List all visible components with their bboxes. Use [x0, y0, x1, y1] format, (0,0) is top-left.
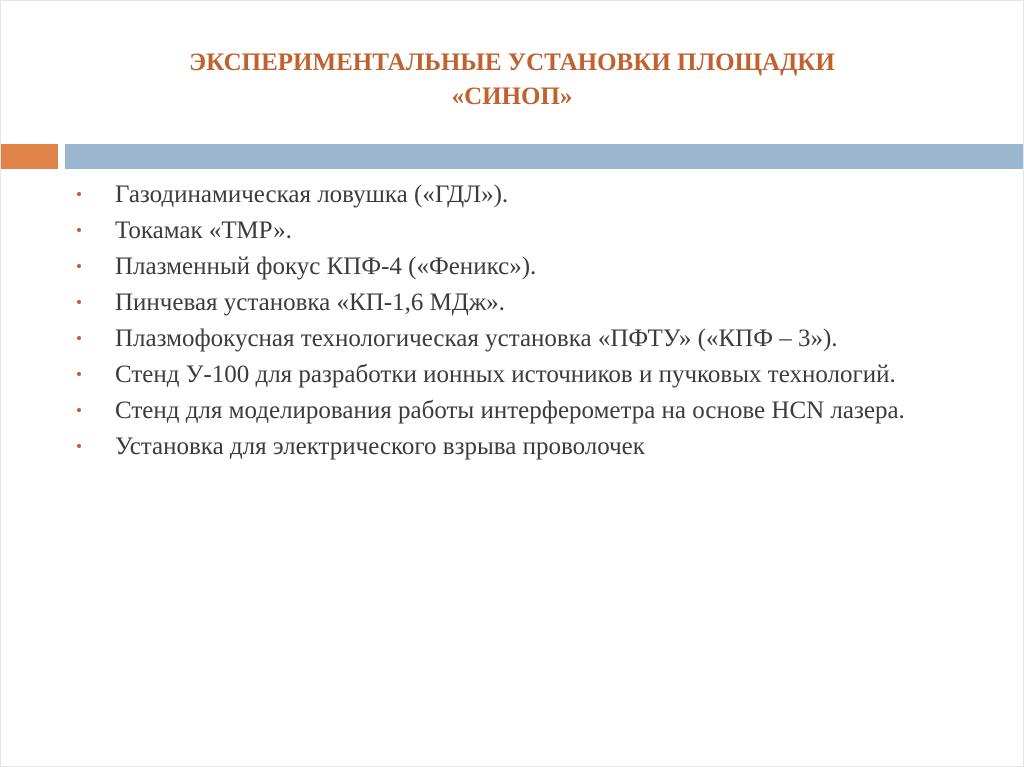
bullet-dot-icon — [77, 444, 81, 448]
bullet-list — [71, 181, 971, 469]
list-item — [71, 397, 971, 425]
accent-bar-blue — [65, 144, 1023, 169]
slide-title-line-1: ЭКСПЕРИМЕНТАЛЬНЫЕ УСТАНОВКИ ПЛОЩАДКИ — [189, 49, 835, 76]
accent-bar-orange — [1, 144, 58, 169]
list-item-text: Плазмофокусная технологическая установка «ПФТУ» («КПФ – 3»). — [115, 325, 838, 352]
bullet-dot-icon — [77, 336, 81, 340]
bullet-dot-icon — [77, 228, 81, 232]
list-item-text: Стенд для моделирования работы интерферометра на основе HCN лазера. — [115, 397, 905, 424]
list-item-text: Плазменный фокус КПФ-4 («Феникс»). — [115, 253, 537, 280]
list-item-text: Газодинамическая ловушка («ГДЛ»). — [115, 181, 509, 208]
slide-title — [1, 46, 1023, 114]
list-item — [71, 181, 971, 209]
bullet-dot-icon — [77, 372, 81, 376]
bullet-dot-icon — [77, 300, 81, 304]
list-item — [71, 361, 971, 389]
list-item-text: Установка для электрического взрыва проволочек — [115, 433, 645, 460]
bullet-dot-icon — [77, 408, 81, 412]
bullet-dot-icon — [77, 264, 81, 268]
bullet-dot-icon — [77, 192, 81, 196]
list-item-text: Токамак «ТМР». — [115, 217, 292, 244]
list-item-text: Пинчевая установка «КП-1,6 МДж». — [115, 289, 505, 316]
list-item — [71, 433, 971, 461]
list-item — [71, 253, 971, 281]
slide-title-line-2: «СИНОП» — [451, 83, 573, 110]
list-item — [71, 325, 971, 353]
list-item-text: Стенд У-100 для разработки ионных источников и пучковых технологий. — [115, 361, 896, 388]
list-item — [71, 217, 971, 245]
list-item — [71, 289, 971, 317]
